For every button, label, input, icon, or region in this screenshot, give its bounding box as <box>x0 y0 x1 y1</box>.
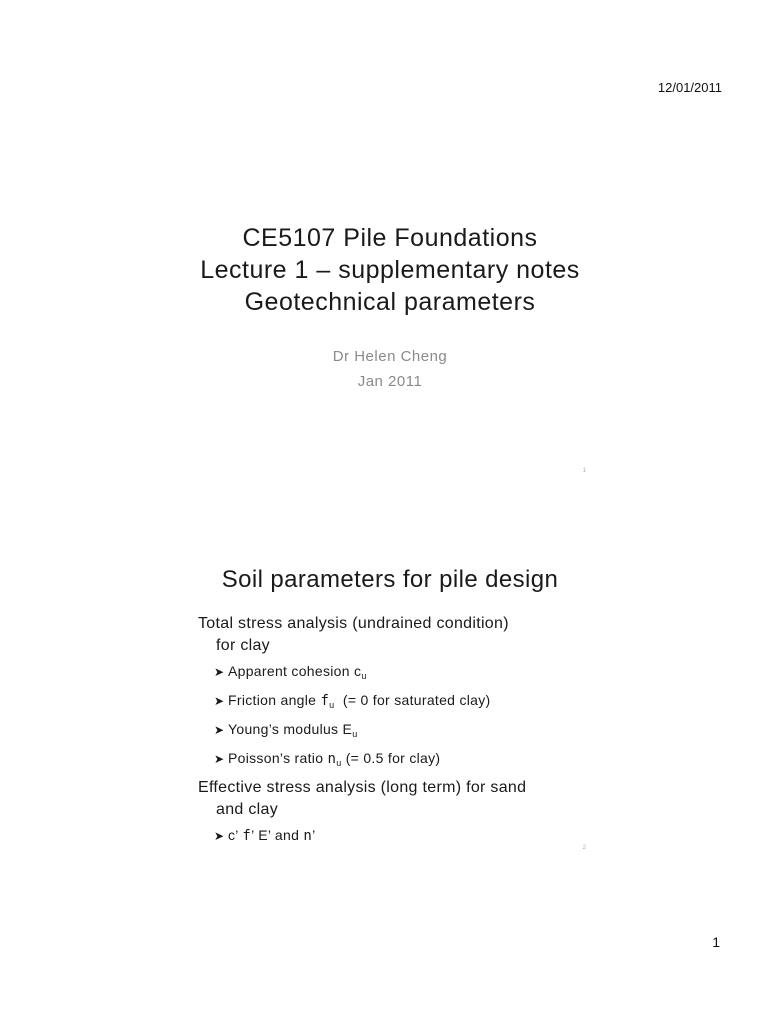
title-line-1: CE5107 Pile Foundations <box>242 224 538 252</box>
slide-1-number: 1 <box>582 468 586 474</box>
section-heading-total-stress <box>198 613 590 657</box>
section-heading-line: and clay <box>216 801 278 818</box>
slide-2-number: 2 <box>582 845 586 851</box>
page-date: 12/01/2011 <box>657 80 722 95</box>
section-heading-effective-stress <box>198 777 590 821</box>
page-number: 1 <box>712 934 720 950</box>
section-heading-line: for clay <box>216 637 270 654</box>
arrowhead-bullet-icon: ➤ <box>214 694 225 708</box>
arrowhead-bullet-icon: ➤ <box>214 752 225 766</box>
arrowhead-bullet-icon: ➤ <box>214 723 225 737</box>
slide-1 <box>190 210 590 480</box>
list-item: ➤ c’ f’ E’ and n’ <box>214 823 590 848</box>
slide-2-title: Soil parameters for pile design <box>221 566 559 593</box>
lecture-date: Jan 2011 <box>357 373 423 390</box>
list-item: ➤ Poisson’s ratio $n_u$ (= 0.5 for clay) <box>214 746 590 775</box>
arrowhead-bullet-icon: ➤ <box>214 665 225 679</box>
list-item: ➤ Friction angle $f_u$ (= 0 for saturated clay) <box>214 688 590 717</box>
slide-2 <box>190 555 590 855</box>
title-line-3: Geotechnical parameters <box>244 288 536 316</box>
author-name: Dr Helen Cheng <box>332 348 448 365</box>
effective-stress-list <box>198 823 590 848</box>
arrowhead-bullet-icon: ➤ <box>214 829 225 843</box>
list-item: ➤ Apparent cohesion $c_u$ <box>214 659 590 688</box>
slide-1-byline <box>190 344 590 394</box>
list-item: ➤ Young’s modulus $E_u$ <box>214 717 590 746</box>
section-heading-line: Total stress analysis (undrained condition) <box>198 615 509 632</box>
slide-2-body <box>198 613 590 848</box>
title-line-2: Lecture 1 – supplementary notes <box>200 256 580 284</box>
section-heading-line: Effective stress analysis (long term) for sand <box>198 779 527 796</box>
total-stress-list <box>198 659 590 775</box>
slide-1-title <box>190 222 590 318</box>
